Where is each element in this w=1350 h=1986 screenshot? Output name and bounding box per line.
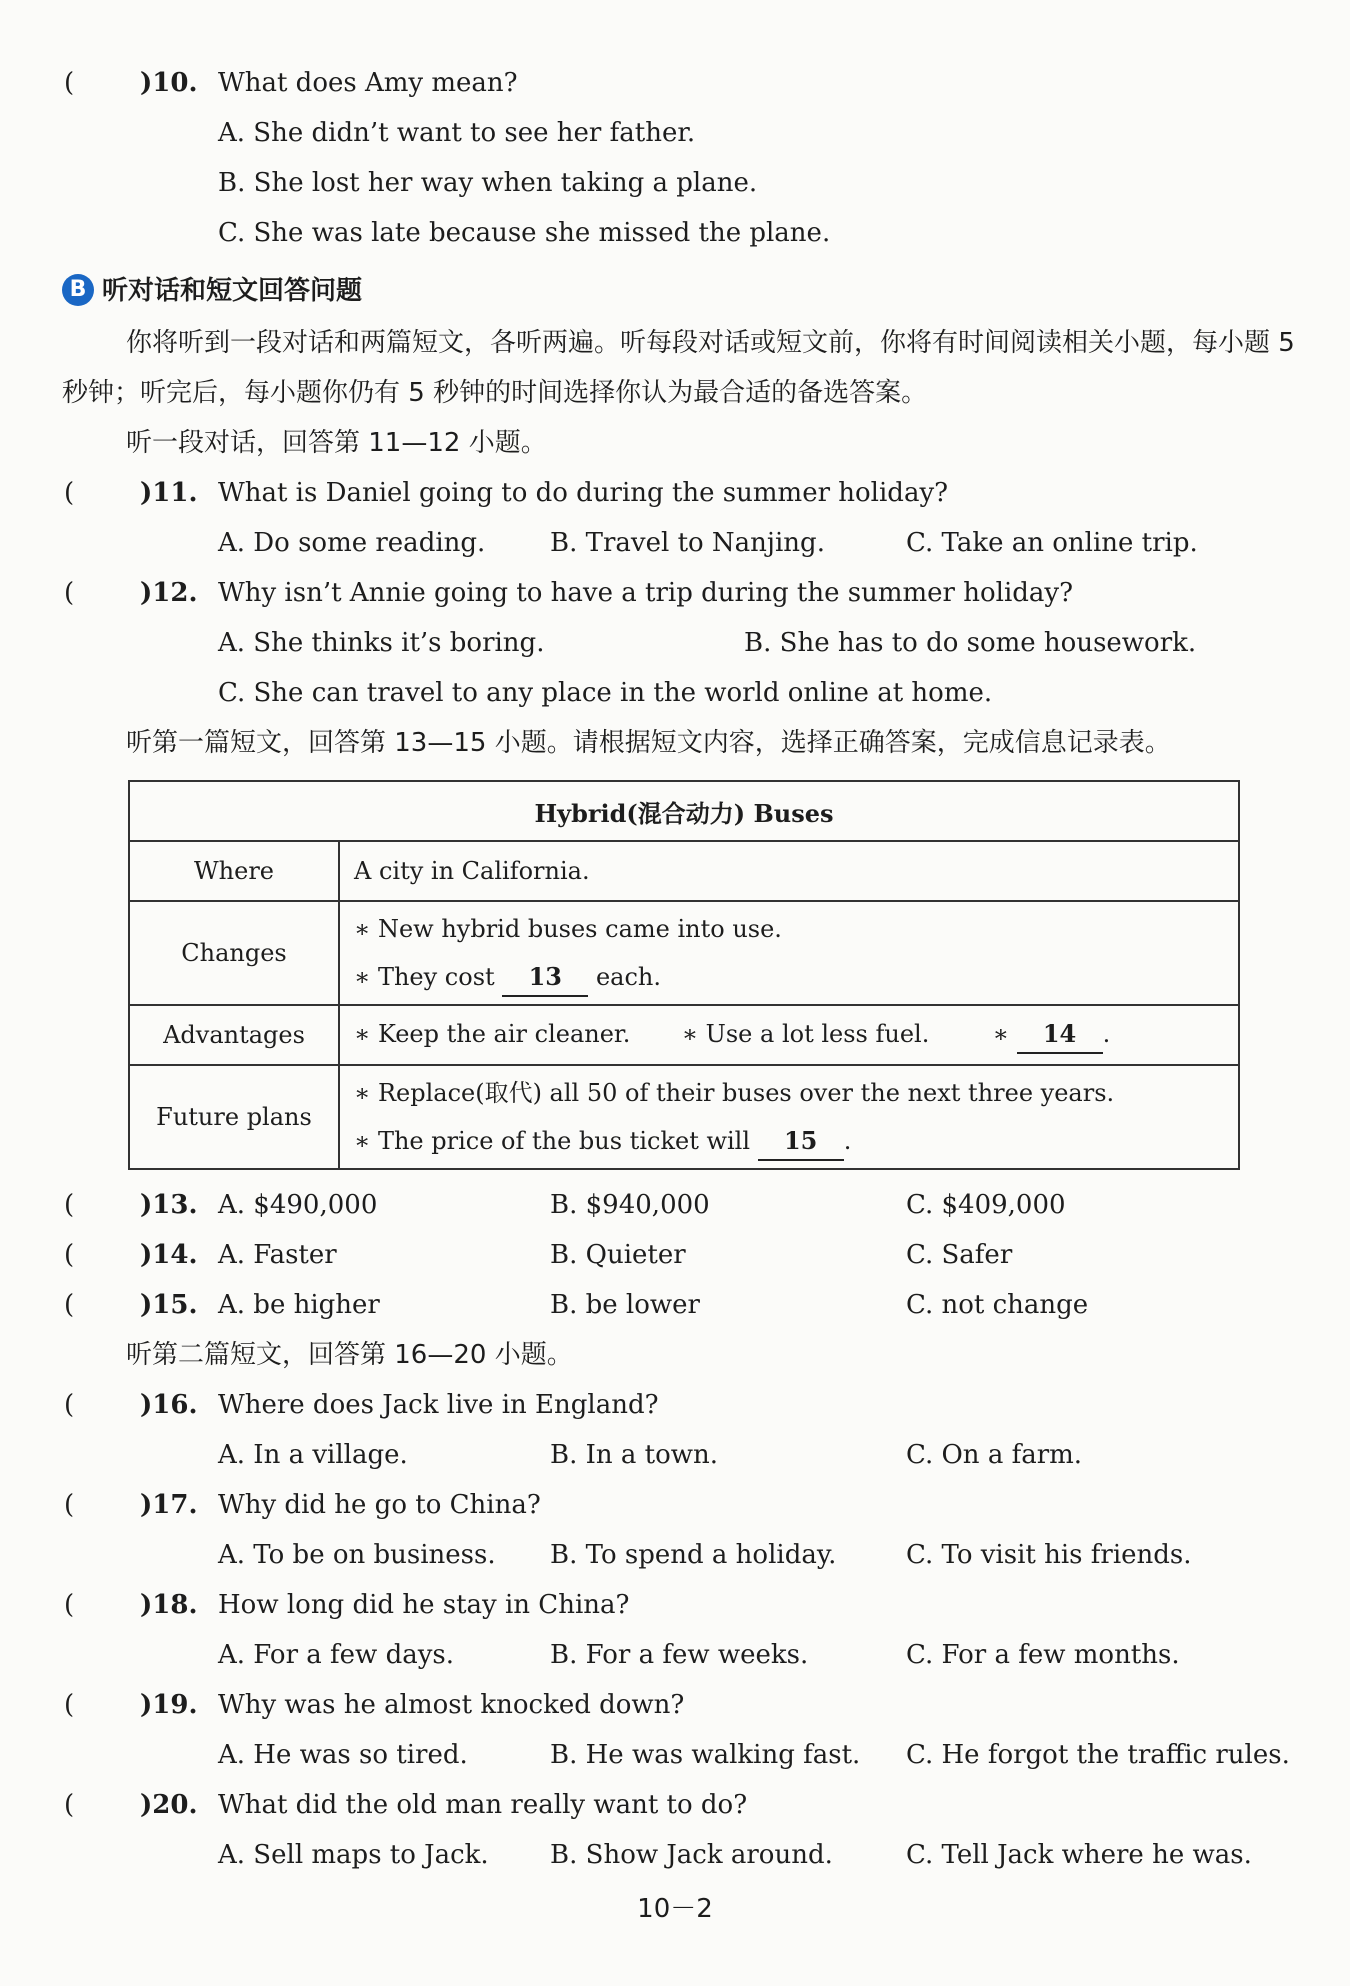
option-c: C. She was late because she missed the plane. bbox=[218, 218, 831, 248]
section-b-heading bbox=[62, 266, 362, 316]
answer-paren[interactable]: ( bbox=[64, 1390, 75, 1420]
info-record-table bbox=[128, 780, 1240, 1170]
option-a: A. In a village. bbox=[218, 1440, 408, 1470]
option-c: C. Safer bbox=[906, 1240, 1013, 1270]
question-stem: How long did he stay in China? bbox=[218, 1590, 630, 1620]
row-label-changes: Changes bbox=[129, 901, 339, 1005]
option-b: B. $940,000 bbox=[550, 1190, 710, 1220]
option-a: A. $490,000 bbox=[218, 1190, 378, 1220]
option-b: B. Travel to Nanjing. bbox=[550, 528, 825, 558]
page-number: 10－2 bbox=[637, 1894, 713, 1924]
option-b: B. He was walking fast. bbox=[550, 1740, 861, 1770]
option-a: A. For a few days. bbox=[218, 1640, 455, 1670]
answer-paren[interactable]: ( bbox=[64, 68, 75, 98]
row-label-advantages: Advantages bbox=[129, 1005, 339, 1065]
answer-paren[interactable]: ( bbox=[64, 478, 75, 508]
question-stem: Why isn’t Annie going to have a trip during the summer holiday? bbox=[218, 578, 1074, 608]
question-stem: What is Daniel going to do during the summer holiday? bbox=[218, 478, 949, 508]
passage1-instruction: 听第一篇短文，回答第 13—15 小题。请根据短文内容，选择正确答案，完成信息记录表。 bbox=[126, 728, 1171, 758]
question-stem: Why did he go to China? bbox=[218, 1490, 541, 1520]
answer-paren[interactable]: ( bbox=[64, 1590, 75, 1620]
future-line-1: ∗ Replace(取代) all 50 of their buses over the next three years. bbox=[354, 1079, 1115, 1107]
option-c: C. Take an online trip. bbox=[906, 528, 1198, 558]
blank-14[interactable]: 14 bbox=[1017, 1016, 1103, 1054]
future-text: ∗ The price of the bus ticket will bbox=[354, 1127, 751, 1155]
option-b: B. Quieter bbox=[550, 1240, 686, 1270]
question-number: )14. bbox=[140, 1240, 198, 1270]
question-number: )12. bbox=[140, 578, 198, 608]
answer-paren[interactable]: ( bbox=[64, 1690, 75, 1720]
blank-13[interactable]: 13 bbox=[502, 959, 588, 997]
changes-line-1: ∗ New hybrid buses came into use. bbox=[354, 915, 782, 943]
option-c: C. $409,000 bbox=[906, 1190, 1066, 1220]
question-number: )10. bbox=[140, 68, 198, 98]
answer-paren[interactable]: ( bbox=[64, 1490, 75, 1520]
option-a: A. Sell maps to Jack. bbox=[218, 1840, 489, 1870]
section-badge: B bbox=[62, 274, 94, 306]
option-a: A. Faster bbox=[218, 1240, 337, 1270]
option-a: A. She thinks it’s boring. bbox=[218, 628, 545, 658]
option-b: B. She lost her way when taking a plane. bbox=[218, 168, 758, 198]
option-c: C. To visit his friends. bbox=[906, 1540, 1192, 1570]
option-a: A. He was so tired. bbox=[218, 1740, 468, 1770]
changes-text-end: each. bbox=[595, 963, 661, 991]
option-a: A. She didn’t want to see her father. bbox=[218, 118, 696, 148]
advantage-3-marker: ∗ bbox=[992, 1020, 1009, 1048]
question-number: )20. bbox=[140, 1790, 198, 1820]
future-line-2 bbox=[354, 1117, 1224, 1165]
option-c: C. not change bbox=[906, 1290, 1089, 1320]
option-a: A. To be on business. bbox=[218, 1540, 496, 1570]
changes-text: ∗ They cost bbox=[354, 963, 495, 991]
blank-15[interactable]: 15 bbox=[758, 1123, 844, 1161]
option-b: B. She has to do some housework. bbox=[744, 628, 1197, 658]
question-number: )16. bbox=[140, 1390, 198, 1420]
where-value: A city in California. bbox=[339, 841, 1239, 901]
question-number: )17. bbox=[140, 1490, 198, 1520]
question-stem: What did the old man really want to do? bbox=[218, 1790, 748, 1820]
changes-line-2 bbox=[354, 953, 1224, 1001]
answer-paren[interactable]: ( bbox=[64, 578, 75, 608]
answer-paren[interactable]: ( bbox=[64, 1790, 75, 1820]
future-text-end: . bbox=[843, 1127, 852, 1155]
advantage-3-end: . bbox=[1102, 1020, 1111, 1048]
option-a: A. Do some reading. bbox=[218, 528, 486, 558]
option-b: B. To spend a holiday. bbox=[550, 1540, 837, 1570]
option-b: B. For a few weeks. bbox=[550, 1640, 809, 1670]
option-c: C. On a farm. bbox=[906, 1440, 1083, 1470]
instructions: 你将听到一段对话和两篇短文，各听两遍。听每段对话或短文前，你将有时间阅读相关小题，每小题 5 秒钟；听完后，每小题你仍有 5 秒钟的时间选择你认为最合适的备选答案。 bbox=[62, 328, 1295, 408]
row-label-future-plans: Future plans bbox=[129, 1065, 339, 1169]
question-stem: Why was he almost knocked down? bbox=[218, 1690, 685, 1720]
table-title: Hybrid(混合动力) Buses bbox=[129, 781, 1239, 841]
question-number: )18. bbox=[140, 1590, 198, 1620]
option-b: B. In a town. bbox=[550, 1440, 719, 1470]
passage2-instruction: 听第二篇短文，回答第 16—20 小题。 bbox=[126, 1340, 573, 1370]
answer-paren[interactable]: ( bbox=[64, 1190, 75, 1220]
dialogue-instruction: 听一段对话，回答第 11—12 小题。 bbox=[126, 428, 547, 458]
option-c: C. She can travel to any place in the world online at home. bbox=[218, 678, 993, 708]
question-number: )11. bbox=[140, 478, 198, 508]
question-number: )15. bbox=[140, 1290, 198, 1320]
answer-paren[interactable]: ( bbox=[64, 1290, 75, 1320]
row-label-where: Where bbox=[129, 841, 339, 901]
advantage-2: ∗ Use a lot less fuel. bbox=[681, 1020, 930, 1048]
option-c: C. Tell Jack where he was. bbox=[906, 1840, 1252, 1870]
question-stem: What does Amy mean? bbox=[218, 68, 518, 98]
option-c: C. For a few months. bbox=[906, 1640, 1180, 1670]
question-stem: Where does Jack live in England? bbox=[218, 1390, 659, 1420]
question-number: )13. bbox=[140, 1190, 198, 1220]
advantage-1: ∗ Keep the air cleaner. bbox=[354, 1020, 631, 1048]
answer-paren[interactable]: ( bbox=[64, 1240, 75, 1270]
section-title: 听对话和短文回答问题 bbox=[102, 276, 363, 306]
question-number: )19. bbox=[140, 1690, 198, 1720]
option-b: B. Show Jack around. bbox=[550, 1840, 833, 1870]
option-b: B. be lower bbox=[550, 1290, 700, 1320]
option-a: A. be higher bbox=[218, 1290, 380, 1320]
option-c: C. He forgot the traffic rules. bbox=[906, 1740, 1290, 1770]
